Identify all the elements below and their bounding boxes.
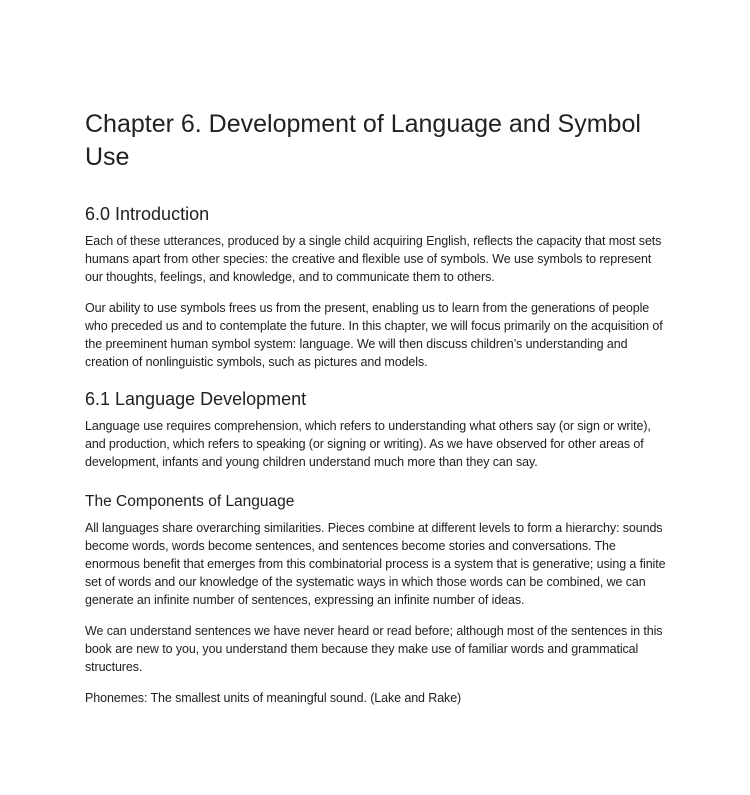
- section-introduction: [85, 202, 667, 371]
- body-paragraph: Language use requires comprehension, which refers to understanding what others say (or sign or write), and production, which refers to speaking (or signing or writing). As we have observed for other areas of development, infants and young children understand much more than they can say.: [85, 419, 651, 469]
- section-heading-introduction: 6.0 Introduction: [85, 204, 210, 224]
- section-language-development: [85, 387, 667, 707]
- subsection-heading-components-of-language: The Components of Language: [85, 493, 295, 510]
- body-paragraph: All languages share overarching similarities. Pieces combine at different levels to form a hierarchy: sounds become words, words become sentences, and sentences become stories and conversations. The enormous benefit that emerges from this combinatorial process is a system that is generative; using a finite set of words and our knowledge of the systematic ways in which those words can be combined, we can generate an infinite number of sentences, expressing an infinite number of ideas.: [85, 521, 666, 607]
- body-paragraph: We can understand sentences we have never heard or read before; although most of the sentences in this book are new to you, you understand them because they make use of familiar words and grammatical structures.: [85, 624, 663, 674]
- body-paragraph: Phonemes: The smallest units of meaningful sound. (Lake and Rake): [85, 691, 462, 705]
- chapter-title: Chapter 6. Development of Language and Symbol Use: [85, 110, 641, 171]
- body-paragraph: Each of these utterances, produced by a single child acquiring English, reflects the capacity that most sets humans apart from other species: the creative and flexible use of symbols. We use symbols to represent our thoughts, feelings, and knowledge, and to communicate them to others.: [85, 234, 662, 284]
- body-paragraph: Our ability to use symbols frees us from the present, enabling us to learn from the generations of people who preceded us and to contemplate the future. In this chapter, we will focus primarily on the acquisition of the preeminent human symbol system: language. We will then discuss children’s understanding and creation of nonlinguistic symbols, such as pictures and models.: [85, 301, 663, 369]
- section-heading-language-development: 6.1 Language Development: [85, 389, 307, 409]
